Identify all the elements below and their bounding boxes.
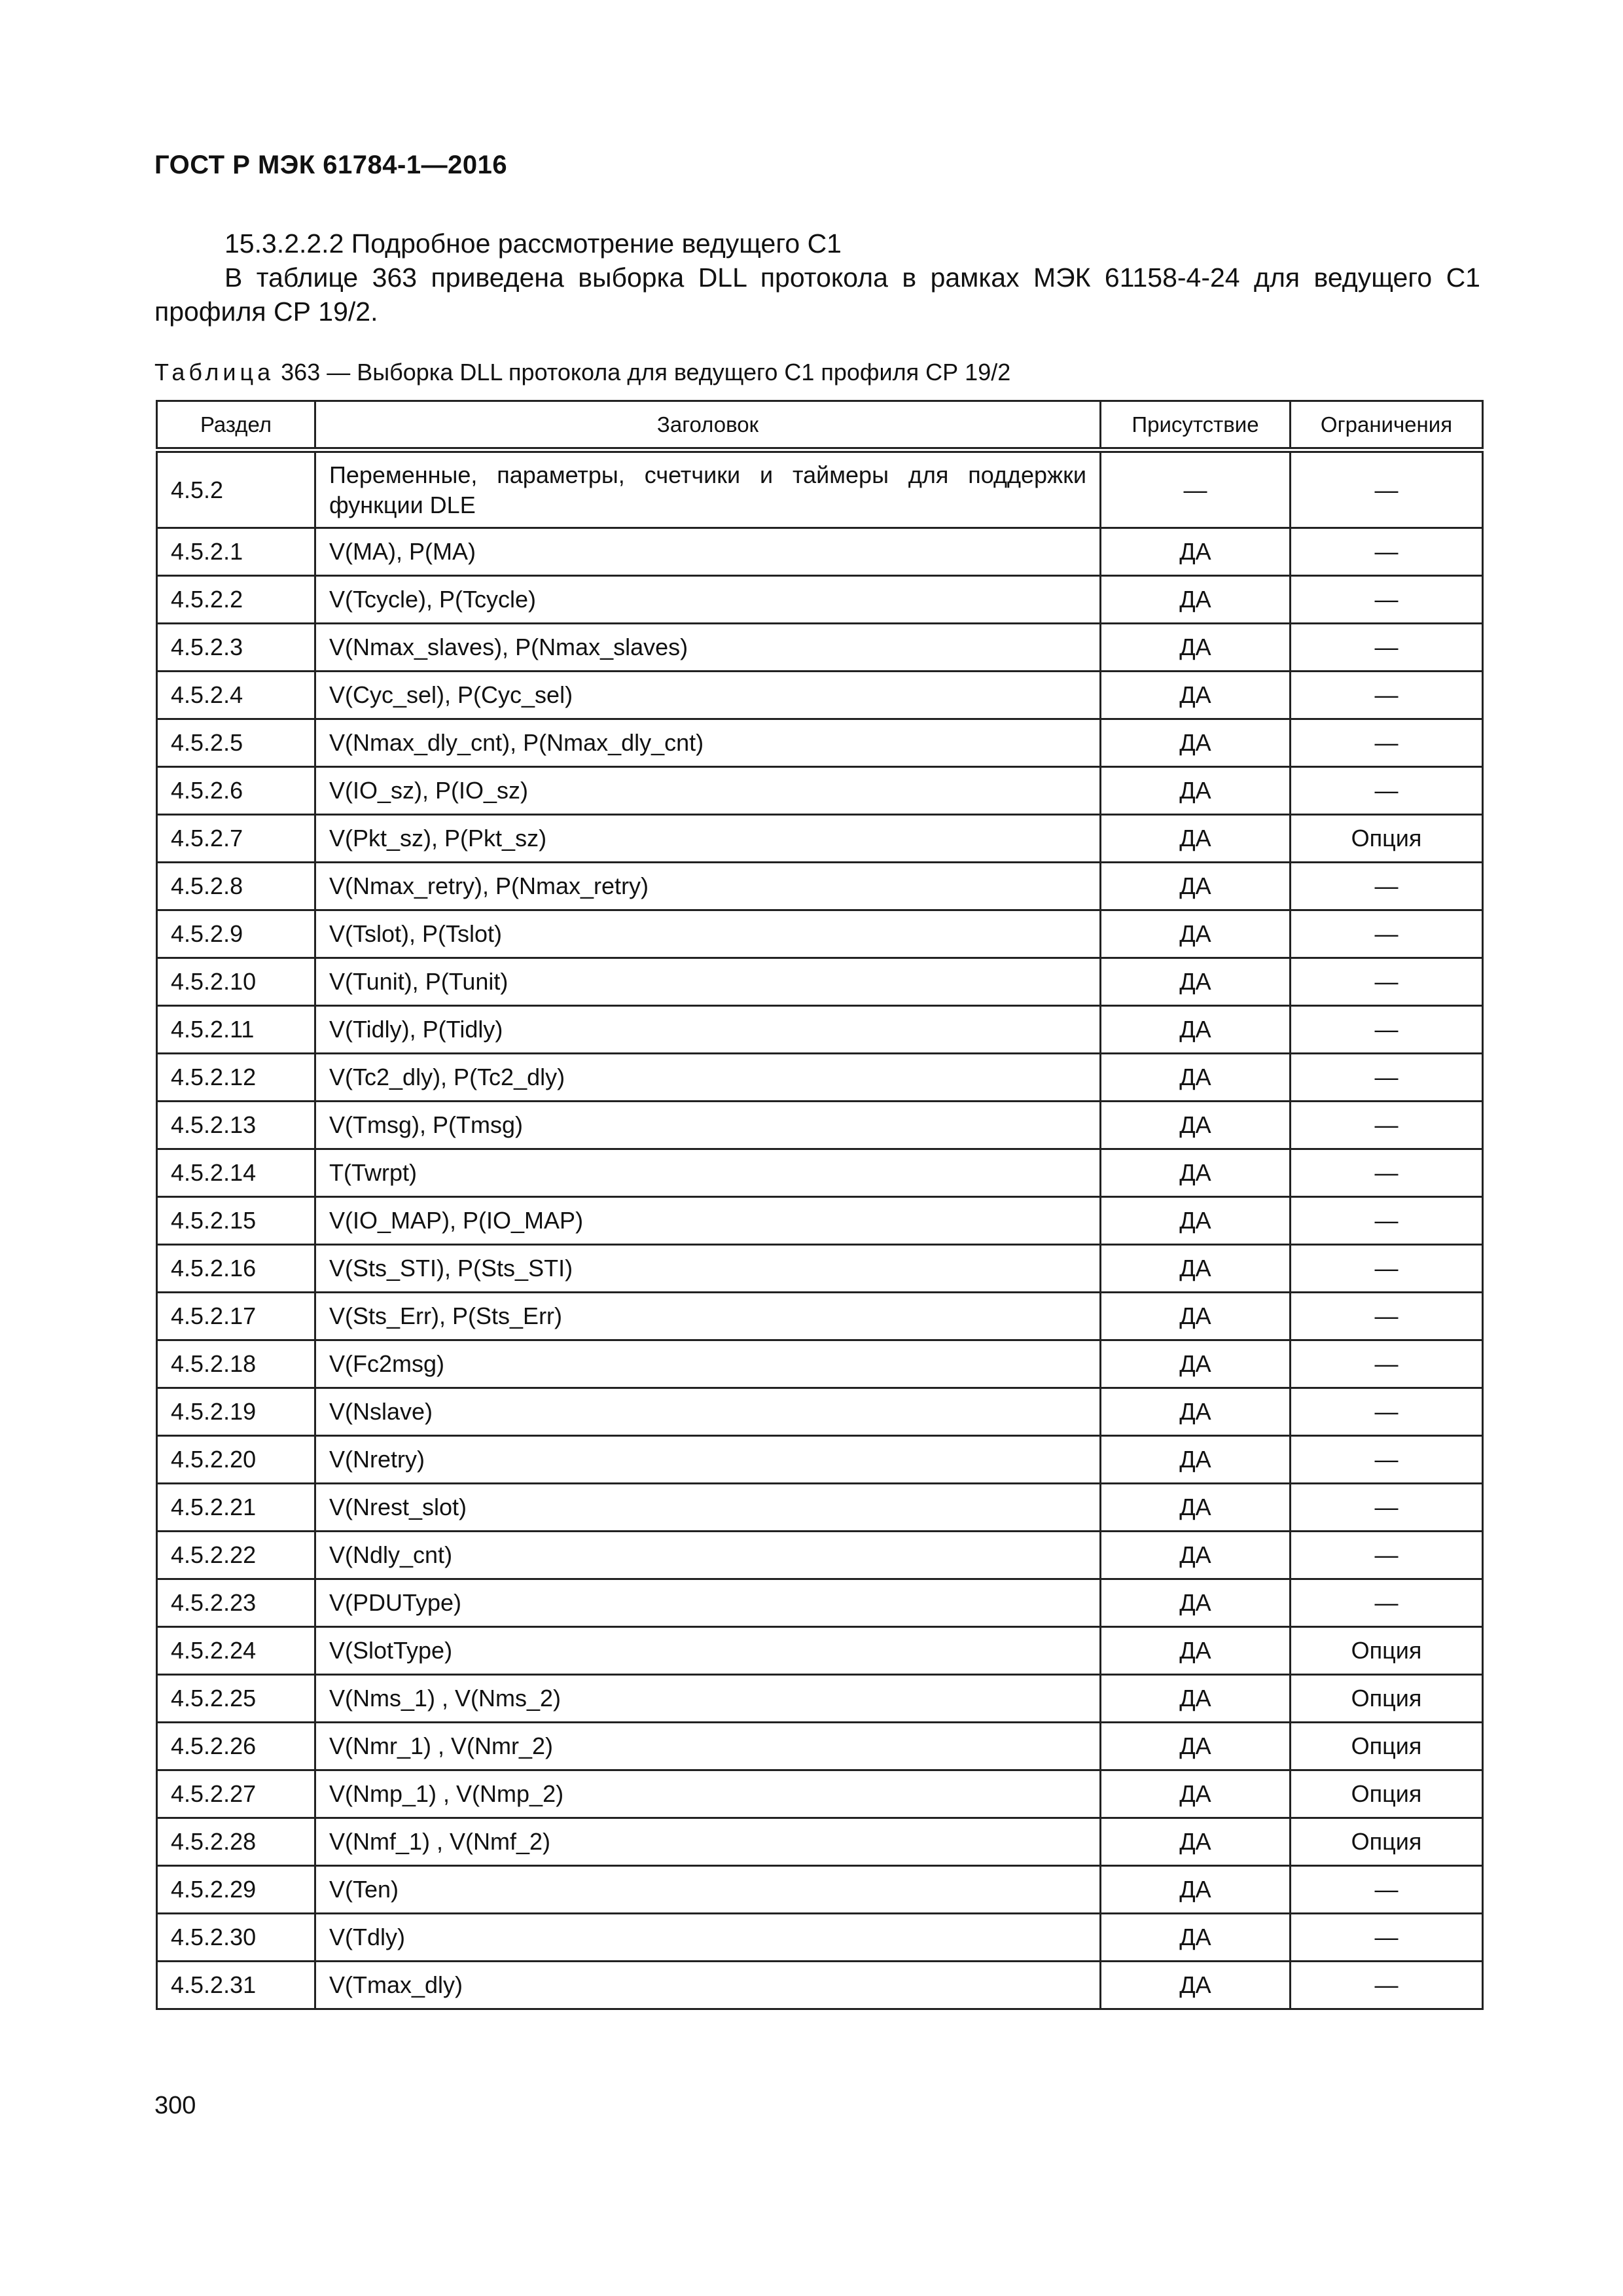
- cell-limits: —: [1291, 1436, 1483, 1484]
- cell-presence: ДА: [1101, 672, 1291, 719]
- cell-presence: ДА: [1101, 719, 1291, 767]
- table-row: [157, 1197, 1483, 1245]
- table-row: [157, 815, 1483, 863]
- table-row: [157, 1723, 1483, 1770]
- cell-section: 4.5.2.26: [157, 1723, 315, 1770]
- cell-title: V(Nretry): [315, 1436, 1101, 1484]
- cell-title: V(IO_sz), P(IO_sz): [315, 767, 1101, 815]
- cell-limits: Опция: [1291, 1627, 1483, 1675]
- table-row: [157, 1770, 1483, 1818]
- cell-limits: —: [1291, 1149, 1483, 1197]
- table-row: [157, 958, 1483, 1006]
- cell-title: V(MA), P(MA): [315, 528, 1101, 576]
- table-body: [157, 450, 1483, 2009]
- cell-presence: ДА: [1101, 576, 1291, 624]
- cell-limits: —: [1291, 1388, 1483, 1436]
- table-row: [157, 1579, 1483, 1627]
- cell-presence: ДА: [1101, 767, 1291, 815]
- cell-limits: —: [1291, 1197, 1483, 1245]
- cell-limits: —: [1291, 672, 1483, 719]
- cell-section: 4.5.2.24: [157, 1627, 315, 1675]
- cell-section: 4.5.2.6: [157, 767, 315, 815]
- cell-limits: —: [1291, 1293, 1483, 1340]
- cell-section: 4.5.2.27: [157, 1770, 315, 1818]
- table-row: [157, 1675, 1483, 1723]
- table-row: [157, 1054, 1483, 1102]
- table-row: [157, 1149, 1483, 1197]
- table-row: [157, 624, 1483, 672]
- table-row: [157, 576, 1483, 624]
- cell-title: V(IO_MAP), P(IO_MAP): [315, 1197, 1101, 1245]
- cell-limits: —: [1291, 719, 1483, 767]
- cell-limits: Опция: [1291, 1818, 1483, 1866]
- cell-title: V(Nmr_1) , V(Nmr_2): [315, 1723, 1101, 1770]
- cell-presence: ДА: [1101, 1723, 1291, 1770]
- cell-section: 4.5.2.15: [157, 1197, 315, 1245]
- cell-title: V(Tcycle), P(Tcycle): [315, 576, 1101, 624]
- cell-presence: ДА: [1101, 1054, 1291, 1102]
- table-row: [157, 910, 1483, 958]
- cell-limits: —: [1291, 1962, 1483, 2009]
- cell-limits: —: [1291, 1484, 1483, 1532]
- cell-title: V(Nmax_retry), P(Nmax_retry): [315, 863, 1101, 910]
- cell-section: 4.5.2.5: [157, 719, 315, 767]
- cell-presence: ДА: [1101, 1627, 1291, 1675]
- cell-presence: ДА: [1101, 1962, 1291, 2009]
- cell-section: 4.5.2.4: [157, 672, 315, 719]
- cell-limits: —: [1291, 1914, 1483, 1962]
- column-header-presence: Присутствие: [1101, 401, 1291, 450]
- cell-limits: —: [1291, 1532, 1483, 1579]
- table-row: [157, 1245, 1483, 1293]
- cell-section: 4.5.2.2: [157, 576, 315, 624]
- cell-presence: ДА: [1101, 863, 1291, 910]
- cell-limits: Опция: [1291, 1770, 1483, 1818]
- cell-presence: ДА: [1101, 1675, 1291, 1723]
- cell-section: 4.5.2.25: [157, 1675, 315, 1723]
- cell-limits: —: [1291, 1245, 1483, 1293]
- cell-limits: —: [1291, 910, 1483, 958]
- cell-title: V(Sts_Err), P(Sts_Err): [315, 1293, 1101, 1340]
- cell-section: 4.5.2.30: [157, 1914, 315, 1962]
- cell-section: 4.5.2.28: [157, 1818, 315, 1866]
- cell-title: V(Tmsg), P(Tmsg): [315, 1102, 1101, 1149]
- cell-limits: —: [1291, 1054, 1483, 1102]
- cell-title: V(Nms_1) , V(Nms_2): [315, 1675, 1101, 1723]
- cell-section: 4.5.2.16: [157, 1245, 315, 1293]
- table-row: [157, 1866, 1483, 1914]
- cell-section: 4.5.2.21: [157, 1484, 315, 1532]
- cell-presence: ДА: [1101, 1436, 1291, 1484]
- cell-limits: —: [1291, 863, 1483, 910]
- cell-section: 4.5.2.12: [157, 1054, 315, 1102]
- cell-limits: —: [1291, 1102, 1483, 1149]
- cell-section: 4.5.2.13: [157, 1102, 315, 1149]
- cell-title: V(Tslot), P(Tslot): [315, 910, 1101, 958]
- cell-section: 4.5.2.23: [157, 1579, 315, 1627]
- cell-presence: ДА: [1101, 910, 1291, 958]
- column-header-limits: Ограничения: [1291, 401, 1483, 450]
- cell-presence: ДА: [1101, 1770, 1291, 1818]
- cell-title: V(Ten): [315, 1866, 1101, 1914]
- table-row: [157, 767, 1483, 815]
- cell-section: 4.5.2.22: [157, 1532, 315, 1579]
- cell-presence: —: [1101, 450, 1291, 528]
- cell-presence: ДА: [1101, 1388, 1291, 1436]
- table-row: [157, 863, 1483, 910]
- cell-presence: ДА: [1101, 1340, 1291, 1388]
- table-row: [157, 719, 1483, 767]
- cell-section: 4.5.2.29: [157, 1866, 315, 1914]
- table-caption-text: 363 — Выборка DLL протокола для ведущего С1 профиля СР 19/2: [274, 359, 1011, 386]
- cell-section: 4.5.2.11: [157, 1006, 315, 1054]
- table-row: [157, 1962, 1483, 2009]
- cell-presence: ДА: [1101, 1102, 1291, 1149]
- cell-limits: —: [1291, 1340, 1483, 1388]
- column-header-title: Заголовок: [315, 401, 1101, 450]
- cell-section: 4.5.2: [157, 450, 315, 528]
- cell-title: V(Cyc_sel), P(Cyc_sel): [315, 672, 1101, 719]
- cell-presence: ДА: [1101, 624, 1291, 672]
- cell-title: V(Nmf_1) , V(Nmf_2): [315, 1818, 1101, 1866]
- table-header-row: [157, 401, 1483, 450]
- table-row: [157, 1340, 1483, 1388]
- cell-presence: ДА: [1101, 958, 1291, 1006]
- cell-presence: ДА: [1101, 1532, 1291, 1579]
- table-row: [157, 1484, 1483, 1532]
- table-row: [157, 1293, 1483, 1340]
- cell-section: 4.5.2.8: [157, 863, 315, 910]
- cell-title: V(Tidly), P(Tidly): [315, 1006, 1101, 1054]
- document-code: ГОСТ Р МЭК 61784-1—2016: [154, 151, 508, 179]
- cell-presence: ДА: [1101, 1579, 1291, 1627]
- cell-section: 4.5.2.10: [157, 958, 315, 1006]
- cell-section: 4.5.2.20: [157, 1436, 315, 1484]
- column-header-section: Раздел: [157, 401, 315, 450]
- cell-section: 4.5.2.19: [157, 1388, 315, 1436]
- table-caption-label: Таблица: [154, 359, 275, 386]
- cell-limits: —: [1291, 528, 1483, 576]
- cell-title: V(Fc2msg): [315, 1340, 1101, 1388]
- cell-limits: —: [1291, 576, 1483, 624]
- table-row: [157, 450, 1483, 528]
- cell-title: V(Nmp_1) , V(Nmp_2): [315, 1770, 1101, 1818]
- cell-limits: Опция: [1291, 815, 1483, 863]
- cell-section: 4.5.2.3: [157, 624, 315, 672]
- cell-title: V(PDUType): [315, 1579, 1101, 1627]
- cell-title: V(Tunit), P(Tunit): [315, 958, 1101, 1006]
- dll-protocol-table: [156, 400, 1484, 2010]
- cell-section: 4.5.2.14: [157, 1149, 315, 1197]
- cell-title: T(Twrpt): [315, 1149, 1101, 1197]
- table-row: [157, 528, 1483, 576]
- table-row: [157, 1914, 1483, 1962]
- cell-title: Переменные, параметры, счетчики и таймеры для поддержки функции DLE: [315, 450, 1101, 528]
- table-caption: [154, 359, 1010, 386]
- cell-limits: —: [1291, 1579, 1483, 1627]
- cell-presence: ДА: [1101, 1866, 1291, 1914]
- cell-presence: ДА: [1101, 1245, 1291, 1293]
- cell-limits: —: [1291, 958, 1483, 1006]
- section-heading: 15.3.2.2.2 Подробное рассмотрение ведущего С1: [224, 228, 842, 259]
- table-row: [157, 672, 1483, 719]
- cell-presence: ДА: [1101, 815, 1291, 863]
- cell-presence: ДА: [1101, 1149, 1291, 1197]
- cell-section: 4.5.2.31: [157, 1962, 315, 2009]
- cell-title: V(Nmax_slaves), P(Nmax_slaves): [315, 624, 1101, 672]
- cell-title: V(Tc2_dly), P(Tc2_dly): [315, 1054, 1101, 1102]
- cell-limits: —: [1291, 450, 1483, 528]
- cell-title: V(Nmax_dly_cnt), P(Nmax_dly_cnt): [315, 719, 1101, 767]
- cell-section: 4.5.2.18: [157, 1340, 315, 1388]
- table-row: [157, 1388, 1483, 1436]
- cell-limits: —: [1291, 624, 1483, 672]
- table-row: [157, 1532, 1483, 1579]
- cell-limits: —: [1291, 1866, 1483, 1914]
- cell-title: V(Nrest_slot): [315, 1484, 1101, 1532]
- cell-presence: ДА: [1101, 1293, 1291, 1340]
- table-row: [157, 1627, 1483, 1675]
- table-row: [157, 1818, 1483, 1866]
- section-paragraph: В таблице 363 приведена выборка DLL протокола в рамках МЭК 61158-4-24 для ведущего С1 профиля СР 19/2.: [154, 262, 1480, 327]
- cell-section: 4.5.2.1: [157, 528, 315, 576]
- cell-presence: ДА: [1101, 528, 1291, 576]
- page-number: 300: [154, 2092, 196, 2119]
- cell-limits: Опция: [1291, 1723, 1483, 1770]
- cell-presence: ДА: [1101, 1914, 1291, 1962]
- cell-section: 4.5.2.17: [157, 1293, 315, 1340]
- cell-presence: ДА: [1101, 1818, 1291, 1866]
- cell-limits: —: [1291, 767, 1483, 815]
- cell-title: V(Nslave): [315, 1388, 1101, 1436]
- cell-title: V(Tdly): [315, 1914, 1101, 1962]
- cell-section: 4.5.2.7: [157, 815, 315, 863]
- cell-title: V(Pkt_sz), P(Pkt_sz): [315, 815, 1101, 863]
- cell-presence: ДА: [1101, 1006, 1291, 1054]
- cell-title: V(Ndly_cnt): [315, 1532, 1101, 1579]
- cell-title: V(Tmax_dly): [315, 1962, 1101, 2009]
- cell-presence: ДА: [1101, 1197, 1291, 1245]
- cell-limits: Опция: [1291, 1675, 1483, 1723]
- table-row: [157, 1006, 1483, 1054]
- cell-presence: ДА: [1101, 1484, 1291, 1532]
- cell-title: V(SlotType): [315, 1627, 1101, 1675]
- table-row: [157, 1102, 1483, 1149]
- table-row: [157, 1436, 1483, 1484]
- cell-title: V(Sts_STI), P(Sts_STI): [315, 1245, 1101, 1293]
- cell-section: 4.5.2.9: [157, 910, 315, 958]
- cell-limits: —: [1291, 1006, 1483, 1054]
